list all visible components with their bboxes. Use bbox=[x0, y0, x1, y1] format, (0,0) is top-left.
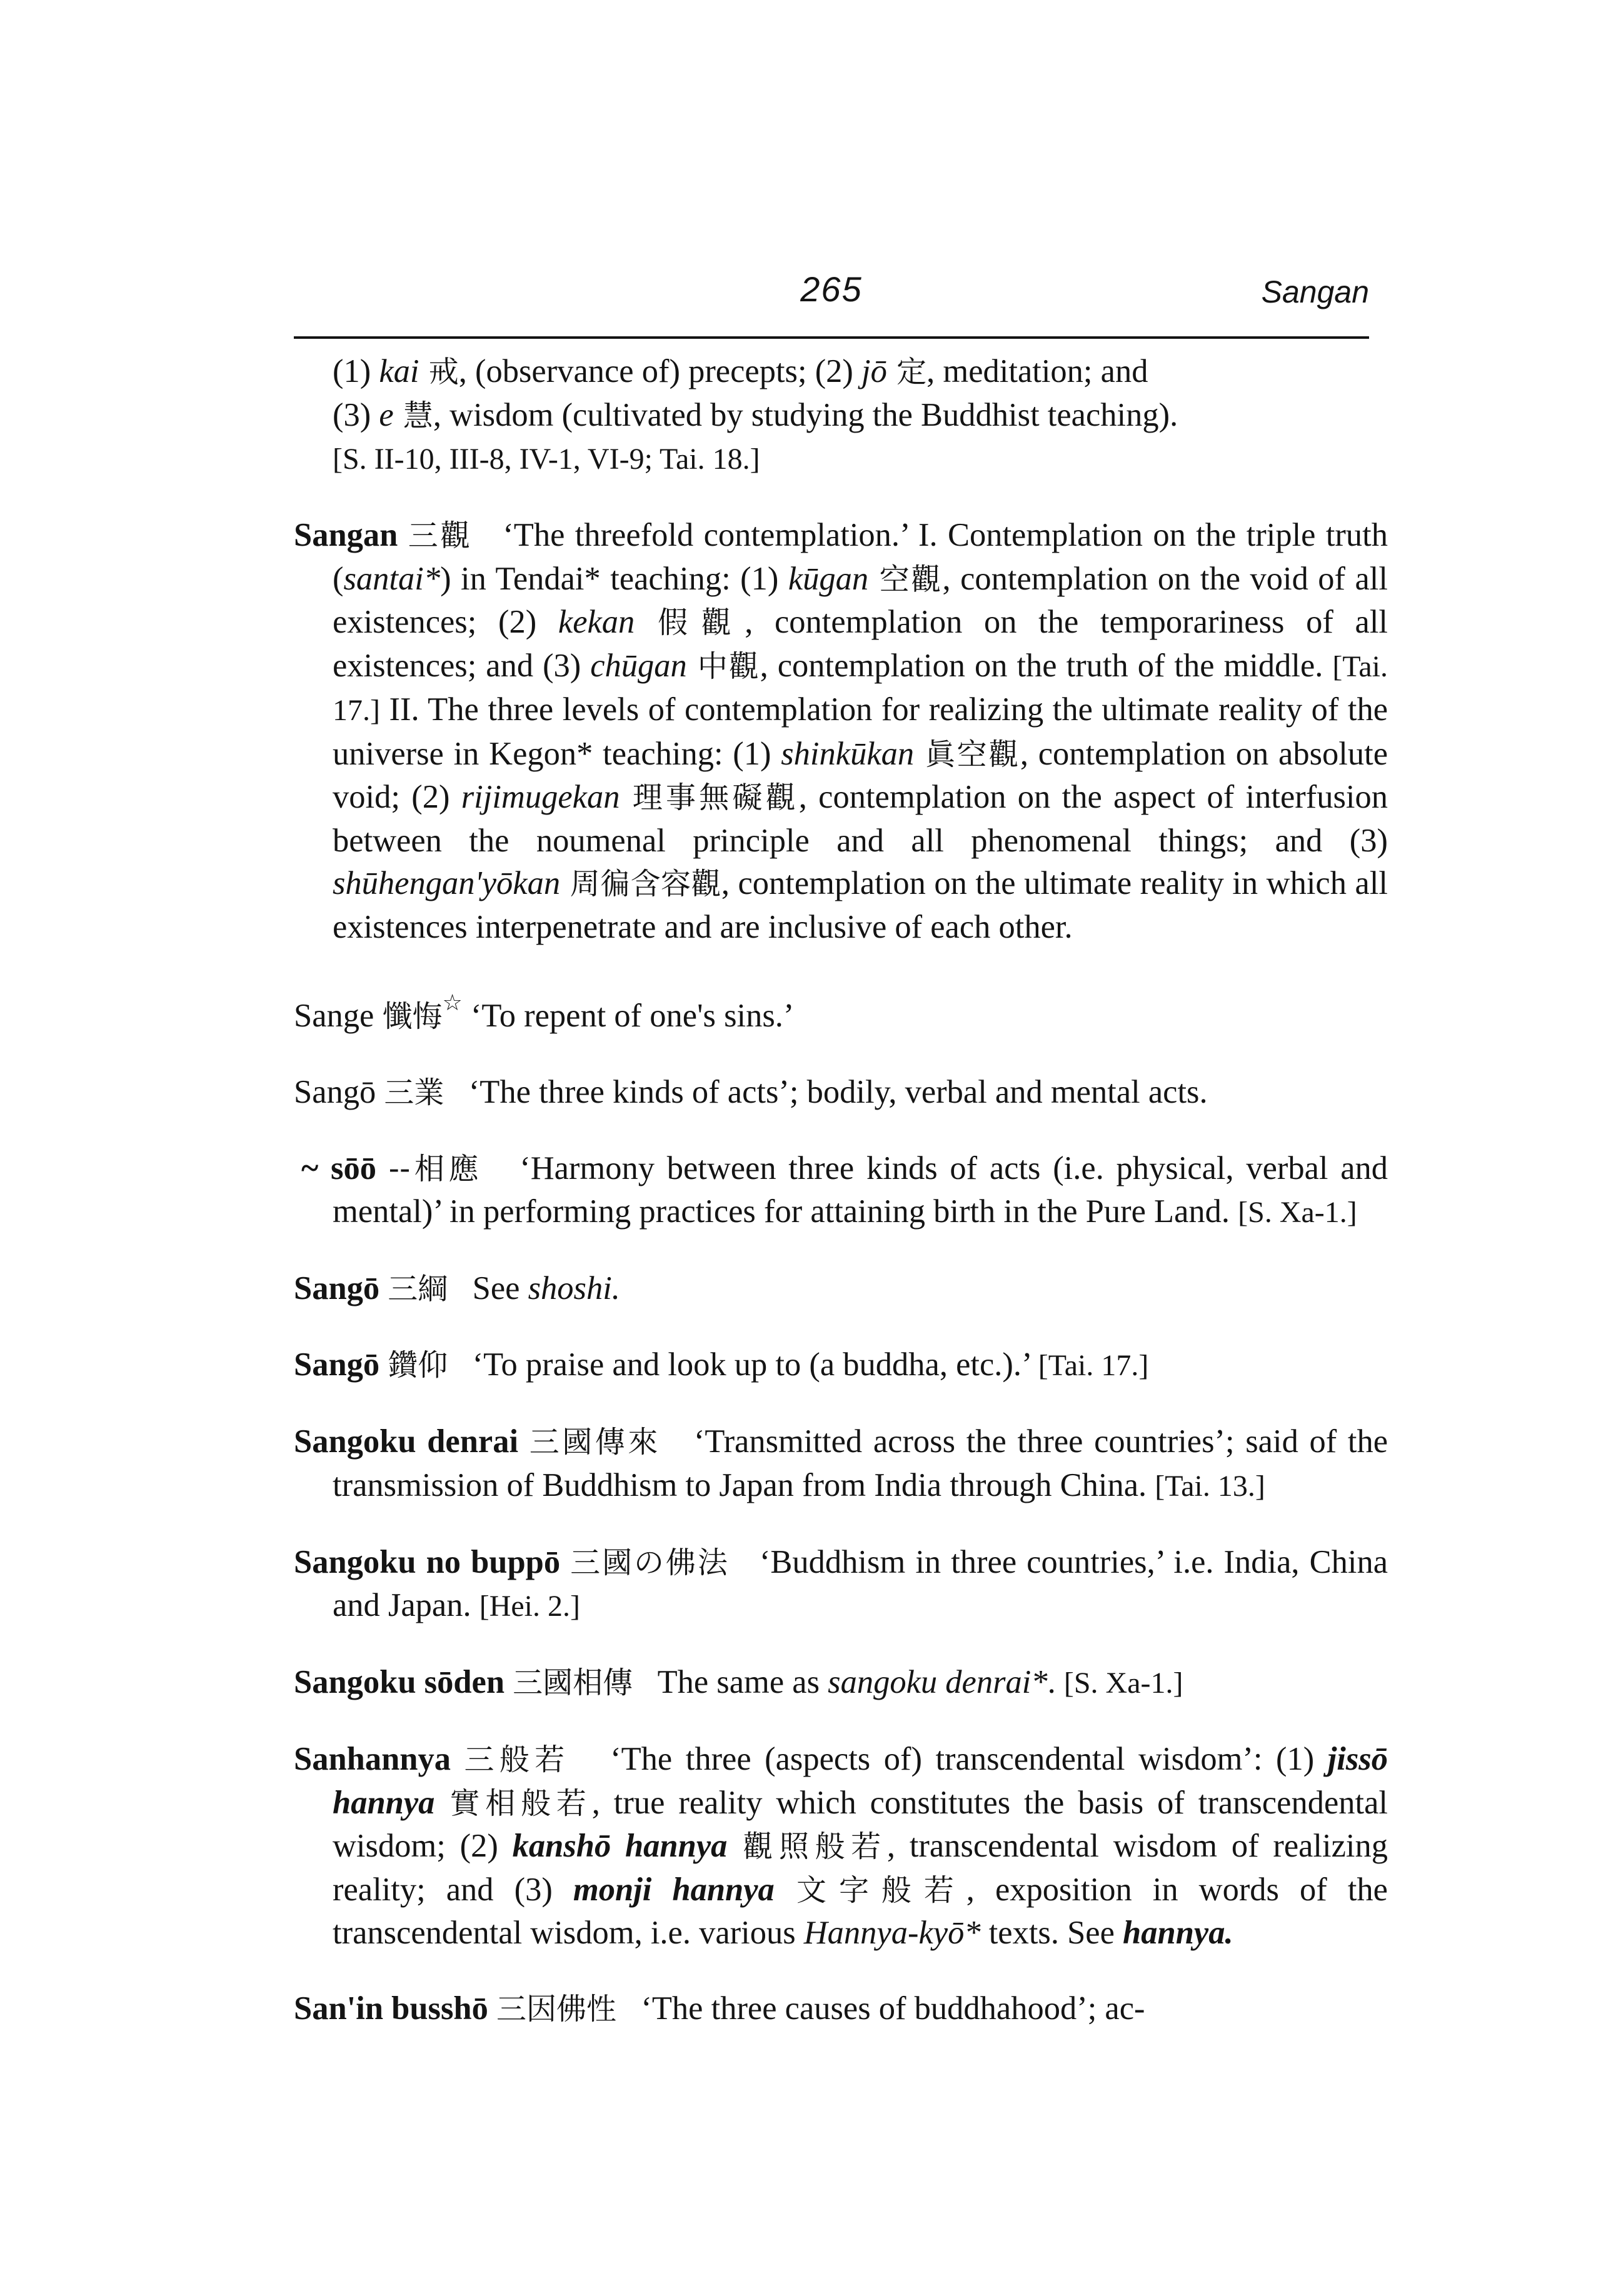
term: kai bbox=[379, 353, 419, 389]
entry-sangoku-no-buppo bbox=[294, 1541, 1388, 1628]
headword: Sangoku denrai bbox=[294, 1423, 519, 1460]
definition: ‘Transmitted across the three countries’; said of the transmission of Buddhism to Japan from India through China. bbox=[333, 1423, 1388, 1503]
term: shoshi. bbox=[528, 1270, 620, 1306]
definition: ‘To praise and look up to (a buddha, etc.).’ bbox=[472, 1346, 1038, 1383]
kanji: 實相般若 bbox=[434, 1785, 592, 1821]
definition: II. The three levels of contemplation for realizing the ultimate reality of the universe in Kegon* teaching: (1) bbox=[333, 691, 1388, 772]
definition: , transcendental wisdom of realizing reality; and (3) bbox=[333, 1828, 1388, 1908]
definition: , contemplation on the ultimate reality in which all existences interpenetrate and are inclusive of each other. bbox=[333, 865, 1388, 945]
definition: , contemplation on absolute void; (2) bbox=[333, 735, 1388, 815]
reference: [S. Xa-1.] bbox=[1063, 1667, 1183, 1700]
reference: [Hei. 2.] bbox=[479, 1590, 580, 1623]
header-rule bbox=[294, 336, 1369, 339]
page-number: 265 bbox=[800, 269, 863, 309]
definition: . bbox=[1047, 1664, 1064, 1700]
definition: , true reality which constitutes the basis of transcendental wisdom; (2) bbox=[333, 1784, 1388, 1864]
definition: ‘Buddhism in three countries,’ i.e. India, China and Japan. bbox=[333, 1543, 1388, 1623]
text: , meditation; and bbox=[926, 353, 1148, 389]
definition: , contemplation on the truth of the middle. bbox=[760, 647, 1333, 684]
term: jō bbox=[861, 353, 887, 389]
headword: Sangō bbox=[294, 1073, 376, 1110]
term: jissō hannya bbox=[333, 1741, 1388, 1821]
term: chūgan bbox=[590, 647, 687, 684]
definition: , contemplation on the temporariness of all existences; and (3) bbox=[333, 604, 1388, 684]
entry-sangan bbox=[294, 514, 1388, 948]
running-head: Sangan bbox=[1261, 274, 1369, 309]
headword: Sangō bbox=[294, 1270, 380, 1306]
kanji: 戒 bbox=[419, 354, 459, 389]
entry-sanin-bussho bbox=[294, 1987, 1388, 2031]
term: rijimugekan bbox=[461, 779, 620, 815]
term: kanshō hannya bbox=[512, 1828, 728, 1864]
definition: ‘The threefold contemplation.’ I. Contemplation on the triple truth ( bbox=[333, 517, 1388, 597]
term: sangoku denrai* bbox=[828, 1664, 1048, 1700]
entry-continuation bbox=[294, 350, 1388, 481]
definition: ‘The three causes of buddhahood’; ac- bbox=[641, 1990, 1145, 2027]
entry-sange bbox=[294, 981, 1388, 1038]
kanji: 三因佛性 bbox=[496, 1992, 616, 2027]
reference: [Tai. 17.] bbox=[1038, 1349, 1149, 1382]
definition: , contemplation on the aspect of interfusion between the noumenal principle and all phenomenal things; and (3) bbox=[333, 779, 1388, 859]
kanji: 理事無礙觀 bbox=[620, 780, 799, 815]
kanji: 慧 bbox=[393, 398, 433, 433]
definition: ‘The three kinds of acts’; bodily, verbal and mental acts. bbox=[468, 1073, 1208, 1110]
entry-sango-shoshi bbox=[294, 1267, 1388, 1311]
entry-sango-praise bbox=[294, 1343, 1388, 1388]
kanji: 定 bbox=[886, 354, 927, 389]
headword: Sangoku no buppō bbox=[294, 1543, 561, 1580]
kanji: 假觀 bbox=[635, 605, 745, 640]
kanji: 三般若 bbox=[464, 1742, 570, 1777]
headword: San'in busshō bbox=[294, 1990, 488, 2027]
headword: sōō bbox=[318, 1150, 376, 1186]
term: Hannya-kyō* bbox=[803, 1915, 981, 1951]
reference: [S. Xa-1.] bbox=[1238, 1196, 1357, 1229]
entry-sangoku-soden bbox=[294, 1661, 1388, 1705]
headword: Sangan bbox=[294, 517, 398, 553]
headword: Sangō bbox=[294, 1346, 380, 1383]
definition: texts. See bbox=[980, 1915, 1123, 1951]
headword: Sangoku sōden bbox=[294, 1664, 505, 1700]
kanji: 中觀 bbox=[686, 648, 760, 684]
kanji: 三業 bbox=[384, 1075, 444, 1110]
reference: [Tai. 13.] bbox=[1155, 1469, 1265, 1503]
definition: See bbox=[472, 1270, 528, 1306]
term: monji hannya bbox=[573, 1871, 775, 1908]
kanji: 懺悔 bbox=[382, 998, 443, 1034]
kanji: 眞空觀 bbox=[914, 736, 1020, 772]
kanji: --相應 bbox=[388, 1151, 483, 1186]
tilde-mark: ~ bbox=[301, 1150, 319, 1186]
definition: , contemplation on the void of all existences; (2) bbox=[333, 560, 1388, 640]
text: (1) bbox=[333, 353, 379, 389]
entry-sangoku-denrai bbox=[294, 1420, 1388, 1508]
entry-soo bbox=[294, 1147, 1388, 1235]
kanji: 三國の佛法 bbox=[570, 1545, 730, 1580]
term: e bbox=[379, 396, 394, 433]
reference: [S. II-10, III-8, IV-1, VI-9; Tai. 18.] bbox=[333, 443, 760, 476]
definition: ‘To repent of one's sins.’ bbox=[462, 997, 795, 1034]
term: santai* bbox=[343, 560, 441, 597]
reference: [Tai. 17.] bbox=[333, 649, 1388, 727]
term: shūhengan'yōkan bbox=[333, 865, 561, 901]
term: kūgan bbox=[788, 560, 869, 597]
kanji: 三國傳來 bbox=[529, 1425, 661, 1460]
definition: ‘The three (aspects of) transcendental wisdom’: (1) bbox=[610, 1741, 1328, 1777]
headword: Sanhannya bbox=[294, 1741, 451, 1777]
kanji: 三觀 bbox=[408, 518, 473, 553]
page-header bbox=[294, 269, 1369, 338]
star-mark: ☆ bbox=[442, 990, 463, 1015]
definition: , exposition in words of the transcendental wisdom, i.e. various bbox=[333, 1871, 1388, 1951]
text: , wisdom (cultivated by studying the Buddhist teaching). bbox=[433, 396, 1178, 433]
term: hannya. bbox=[1123, 1915, 1233, 1951]
kanji: 三綱 bbox=[388, 1271, 448, 1306]
definition: The same as bbox=[657, 1664, 828, 1700]
kanji: 鑽仰 bbox=[388, 1348, 448, 1383]
kanji: 觀照般若 bbox=[727, 1829, 887, 1864]
definition: ‘Harmony between three kinds of acts (i.e. physical, verbal and mental)’ in performing practices for attaining birth in the Pure Land. bbox=[333, 1150, 1388, 1230]
entry-sanhannya bbox=[294, 1738, 1388, 1955]
headword: Sange bbox=[294, 997, 374, 1034]
kanji: 三國相傳 bbox=[513, 1665, 633, 1700]
text: , (observance of) precepts; (2) bbox=[458, 353, 862, 389]
term: kekan bbox=[558, 604, 635, 640]
text: (3) bbox=[333, 396, 379, 433]
kanji: 空觀 bbox=[868, 561, 943, 597]
dictionary-body bbox=[294, 350, 1388, 2045]
definition: ) in Tendai* teaching: (1) bbox=[440, 560, 788, 597]
entry-sango-acts bbox=[294, 1071, 1388, 1115]
term: shinkūkan bbox=[781, 735, 915, 772]
kanji: 文字般若 bbox=[774, 1872, 966, 1908]
kanji: 周徧含容觀 bbox=[560, 866, 721, 901]
